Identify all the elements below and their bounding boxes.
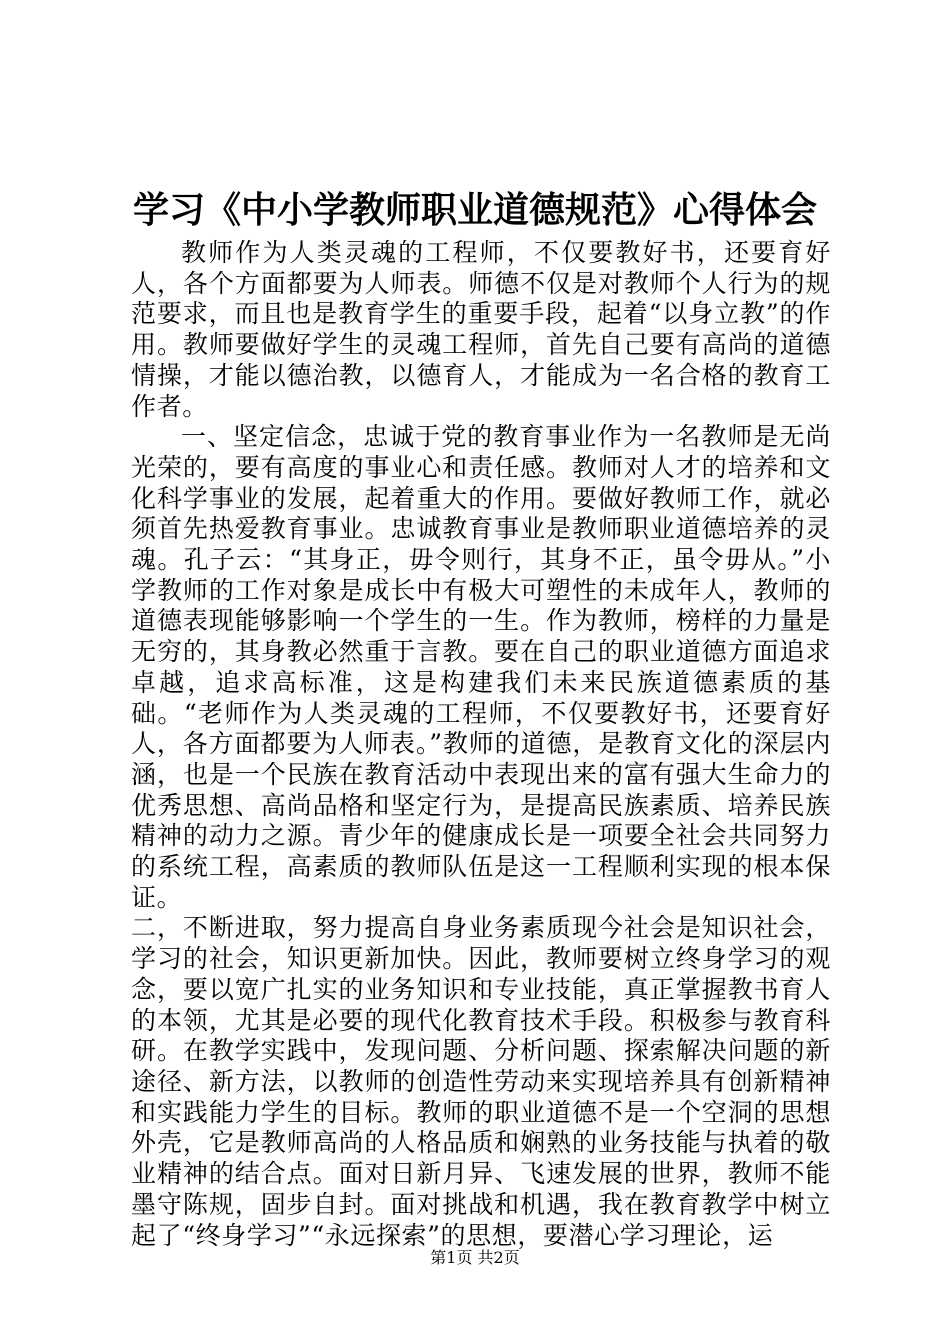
- paragraph-section-two: 二，不断进取，努力提高自身业务素质现今社会是知识社会，学习的社会，知识更新加快。因此，教师要树立终身学习的观念，要以宽广扎实的业务知识和专业技能，真正掌握教书育人的本领，尤其是必要的现代化教育技术手段。积极参与教育科研。在教学实践中，发现问题、分析问题、探索解决问题的新途径、新方法，以教师的创造性劳动来实现培养具有创新精神和实践能力学生的目标。教师的职业道德不是一个空洞的思想外壳，它是教师高尚的人格品质和娴熟的业务技能与执着的敬业精神的结合点。面对日新月异、飞速发展的世界，教师不能墨守陈规，固步自封。面对挑战和机遇，我在教育教学中树立起了“终身学习”“永远探索”的思想，要潜心学习理论，运: [131, 913, 831, 1250]
- document-title: 学习《中小学教师职业道德规范》心得体会: [132, 189, 817, 231]
- paragraph-intro: 教师作为人类灵魂的工程师，不仅要教好书，还要育好人，各个方面都要为人师表。师德不仅是对教师个人行为的规范要求，而且也是教育学生的重要手段，起着“以身立教”的作用。教师要做好学生的灵魂工程师，首先自己要有高尚的道德情操，才能以德治教，以德育人，才能成为一名合格的教育工作者。: [131, 238, 831, 421]
- page-number-footer: 第1页 共2页: [430, 1248, 520, 1267]
- paragraph-section-one: 一、坚定信念，忠诚于党的教育事业作为一名教师是无尚光荣的，要有高度的事业心和责任感。教师对人才的培养和文化科学事业的发展，起着重大的作用。要做好教师工作，就必须首先热爱教育事业。忠诚教育事业是教师职业道德培养的灵魂。孔子云：“其身正，毋令则行，其身不正，虽令毋从。”小学教师的工作对象是成长中有极大可塑性的未成年人，教师的道德表现能够影响一个学生的一生。作为教师，榜样的力量是无穷的，其身教必然重于言教。要在自己的职业道德方面追求卓越，追求高标准，这是构建我们未来民族道德素质的基础。“老师作为人类灵魂的工程师，不仅要教好书，还要育好人，各方面都要为人师表。”教师的道德，是教育文化的深层内涵，也是一个民族在教育活动中表现出来的富有强大生命力的优秀思想、高尚品格和坚定行为，是提高民族素质、培养民族精神的动力之源。青少年的健康成长是一项要全社会共同努力的系统工程，高素质的教师队伍是这一工程顺利实现的根本保证。: [131, 422, 831, 912]
- document-body: [131, 238, 831, 1251]
